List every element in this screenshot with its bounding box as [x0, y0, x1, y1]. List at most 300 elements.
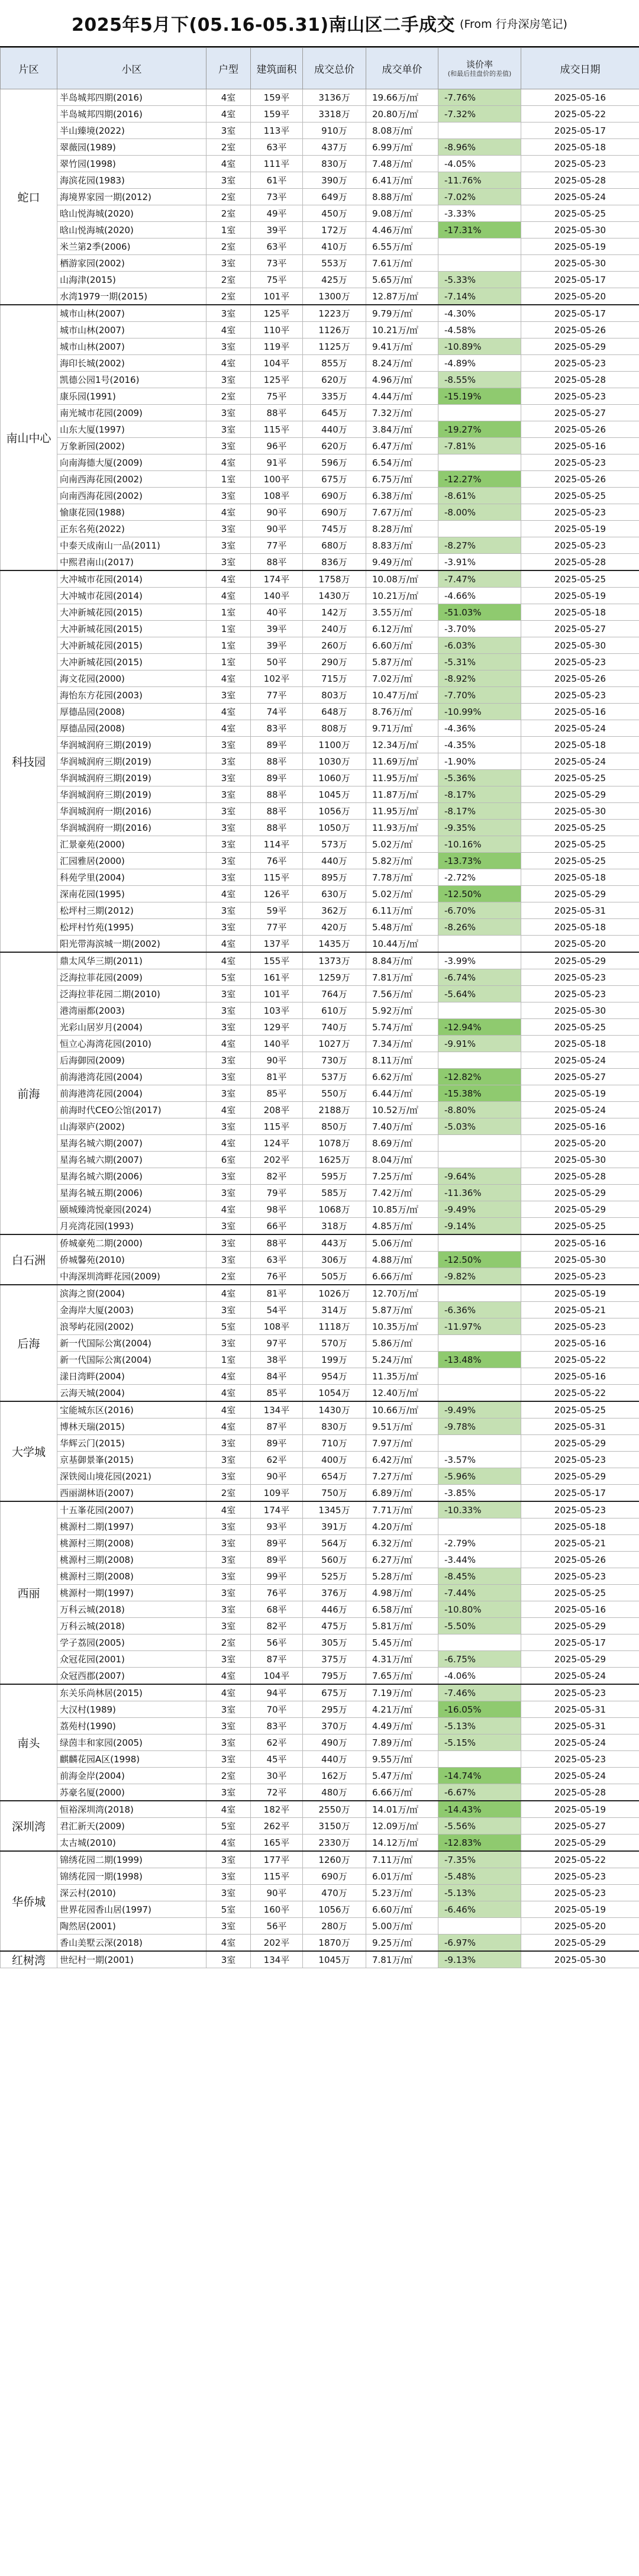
disc-cell: -7.44% — [438, 1585, 521, 1601]
price-cell: 280万 — [303, 1918, 366, 1935]
area-cell: 75平 — [251, 272, 303, 288]
community-cell: 华润城润府一期(2016) — [57, 820, 206, 836]
type-cell: 3室 — [206, 1784, 251, 1801]
unit-cell: 6.01万/㎡ — [366, 1868, 438, 1885]
table-row — [1, 338, 639, 355]
community-cell: 汇景豪苑(2000) — [57, 836, 206, 853]
community-cell: 大汉村(1989) — [57, 1701, 206, 1718]
type-cell: 4室 — [206, 670, 251, 687]
date-cell: 2025-05-26 — [521, 421, 639, 438]
date-cell: 2025-05-20 — [521, 936, 639, 953]
table-row — [1, 1201, 639, 1218]
type-cell: 3室 — [206, 488, 251, 504]
community-cell: 桃源村二期(1997) — [57, 1518, 206, 1535]
type-cell: 3室 — [206, 1252, 251, 1268]
unit-cell: 4.46万/㎡ — [366, 222, 438, 238]
price-cell: 1045万 — [303, 1951, 366, 1968]
table-row — [1, 388, 639, 405]
date-cell: 2025-05-26 — [521, 471, 639, 488]
type-cell: 3室 — [206, 1085, 251, 1102]
disc-cell — [438, 1435, 521, 1452]
type-cell: 3室 — [206, 1118, 251, 1135]
unit-cell: 6.58万/㎡ — [366, 1601, 438, 1618]
type-cell: 3室 — [206, 537, 251, 554]
type-cell: 2室 — [206, 1634, 251, 1651]
date-cell: 2025-05-29 — [521, 1435, 639, 1452]
area-cell: 72平 — [251, 1784, 303, 1801]
disc-cell: -6.67% — [438, 1784, 521, 1801]
area-cell: 88平 — [251, 820, 303, 836]
table-row — [1, 1784, 639, 1801]
type-cell: 3室 — [206, 1718, 251, 1734]
disc-cell: -51.03% — [438, 604, 521, 621]
disc-cell: -7.70% — [438, 687, 521, 704]
type-cell: 1室 — [206, 637, 251, 654]
table-row — [1, 1668, 639, 1685]
price-cell: 1100万 — [303, 737, 366, 753]
area-cell: 165平 — [251, 1835, 303, 1852]
price-cell: 855万 — [303, 355, 366, 372]
table-row — [1, 471, 639, 488]
price-cell: 573万 — [303, 836, 366, 853]
date-cell: 2025-05-22 — [521, 106, 639, 122]
type-cell: 2室 — [206, 189, 251, 205]
date-cell: 2025-05-18 — [521, 737, 639, 753]
type-cell: 4室 — [206, 936, 251, 953]
price-cell: 306万 — [303, 1252, 366, 1268]
disc-cell: -9.78% — [438, 1418, 521, 1435]
disc-cell: -13.48% — [438, 1352, 521, 1368]
date-cell: 2025-05-31 — [521, 1418, 639, 1435]
disc-cell — [438, 1135, 521, 1152]
date-cell: 2025-05-29 — [521, 952, 639, 969]
price-cell: 450万 — [303, 205, 366, 222]
table-row — [1, 1452, 639, 1468]
type-cell: 3室 — [206, 1335, 251, 1352]
type-cell: 3室 — [206, 786, 251, 803]
community-cell: 侨城馨苑(2010) — [57, 1252, 206, 1268]
disc-cell: -12.94% — [438, 1019, 521, 1036]
disc-cell: -3.44% — [438, 1552, 521, 1568]
disc-cell: -7.02% — [438, 189, 521, 205]
community-cell: 科苑学里(2004) — [57, 869, 206, 886]
disc-cell — [438, 1052, 521, 1069]
district-cell: 科技园 — [1, 570, 57, 952]
community-cell: 浪琴屿花园(2002) — [57, 1318, 206, 1335]
price-cell: 570万 — [303, 1335, 366, 1352]
area-cell: 45平 — [251, 1751, 303, 1768]
area-cell: 140平 — [251, 588, 303, 604]
disc-cell: -3.33% — [438, 205, 521, 222]
table-row — [1, 238, 639, 255]
area-cell: 61平 — [251, 172, 303, 189]
price-cell: 1050万 — [303, 820, 366, 836]
price-cell: 620万 — [303, 372, 366, 388]
date-cell: 2025-05-19 — [521, 1285, 639, 1302]
type-cell: 4室 — [206, 1668, 251, 1685]
disc-cell: -8.17% — [438, 786, 521, 803]
type-cell: 3室 — [206, 1618, 251, 1634]
disc-cell: -4.06% — [438, 1668, 521, 1685]
area-cell: 104平 — [251, 355, 303, 372]
table-row — [1, 1535, 639, 1552]
price-cell: 1259万 — [303, 969, 366, 986]
disc-cell: -7.35% — [438, 1851, 521, 1868]
unit-cell: 10.21万/㎡ — [366, 322, 438, 338]
area-cell: 155平 — [251, 952, 303, 969]
price-cell: 142万 — [303, 604, 366, 621]
table-row — [1, 986, 639, 1002]
area-cell: 126平 — [251, 886, 303, 902]
community-cell: 桃源村三期(2008) — [57, 1535, 206, 1552]
disc-cell: -6.70% — [438, 902, 521, 919]
community-cell: 山海津(2015) — [57, 272, 206, 288]
community-cell: 前海港湾花园(2004) — [57, 1069, 206, 1085]
table-row — [1, 1352, 639, 1368]
price-cell: 318万 — [303, 1218, 366, 1235]
type-cell: 3室 — [206, 1535, 251, 1552]
price-cell: 480万 — [303, 1784, 366, 1801]
unit-cell: 5.87万/㎡ — [366, 654, 438, 670]
table-header — [1, 48, 639, 89]
table-row — [1, 720, 639, 737]
unit-cell: 6.54万/㎡ — [366, 454, 438, 471]
date-cell: 2025-05-23 — [521, 1452, 639, 1468]
community-cell: 荔苑村(1990) — [57, 1718, 206, 1734]
type-cell: 3室 — [206, 1518, 251, 1535]
table-row — [1, 737, 639, 753]
disc-cell: -5.13% — [438, 1885, 521, 1901]
table-row — [1, 969, 639, 986]
unit-cell: 5.65万/㎡ — [366, 272, 438, 288]
date-cell: 2025-05-18 — [521, 139, 639, 156]
unit-cell: 9.79万/㎡ — [366, 305, 438, 322]
price-cell: 1223万 — [303, 305, 366, 322]
date-cell: 2025-05-26 — [521, 670, 639, 687]
disc-cell: -9.82% — [438, 1268, 521, 1285]
community-cell: 凯德公园1号(2016) — [57, 372, 206, 388]
area-cell: 82平 — [251, 1168, 303, 1185]
unit-cell: 11.35万/㎡ — [366, 1368, 438, 1385]
table-row — [1, 1052, 639, 1069]
unit-cell: 6.55万/㎡ — [366, 238, 438, 255]
community-cell: 星海名城六期(2007) — [57, 1152, 206, 1168]
community-cell: 半岛城邦四期(2016) — [57, 106, 206, 122]
price-cell: 1430万 — [303, 588, 366, 604]
table-row — [1, 1468, 639, 1485]
disc-cell — [438, 1751, 521, 1768]
area-cell: 94平 — [251, 1684, 303, 1701]
type-cell: 3室 — [206, 853, 251, 869]
community-cell: 众冠花园(2001) — [57, 1651, 206, 1668]
area-cell: 159平 — [251, 89, 303, 106]
date-cell: 2025-05-25 — [521, 1585, 639, 1601]
area-cell: 113平 — [251, 122, 303, 139]
price-cell: 1870万 — [303, 1935, 366, 1952]
unit-cell: 9.25万/㎡ — [366, 1935, 438, 1952]
community-cell: 星海名城六期(2006) — [57, 1168, 206, 1185]
community-cell: 阳光带海滨城一期(2002) — [57, 936, 206, 953]
price-cell: 1054万 — [303, 1385, 366, 1402]
area-cell: 63平 — [251, 1252, 303, 1268]
unit-cell: 4.44万/㎡ — [366, 388, 438, 405]
type-cell: 3室 — [206, 687, 251, 704]
community-cell: 泛海拉菲花园二期(2010) — [57, 986, 206, 1002]
community-cell: 漾日湾畔(2004) — [57, 1368, 206, 1385]
type-cell: 4室 — [206, 1418, 251, 1435]
community-cell: 华辉云门(2015) — [57, 1435, 206, 1452]
disc-cell: -9.91% — [438, 1036, 521, 1052]
price-cell: 745万 — [303, 521, 366, 537]
unit-cell: 12.40万/㎡ — [366, 1385, 438, 1402]
unit-cell: 3.55万/㎡ — [366, 604, 438, 621]
table-row — [1, 1801, 639, 1818]
community-cell: 水湾1979一期(2015) — [57, 288, 206, 305]
unit-cell: 7.32万/㎡ — [366, 405, 438, 421]
price-cell: 335万 — [303, 388, 366, 405]
type-cell: 2室 — [206, 288, 251, 305]
community-cell: 米兰第2季(2006) — [57, 238, 206, 255]
date-cell: 2025-05-31 — [521, 1718, 639, 1734]
date-cell: 2025-05-25 — [521, 1218, 639, 1235]
area-cell: 77平 — [251, 687, 303, 704]
table-row — [1, 355, 639, 372]
date-cell: 2025-05-28 — [521, 1784, 639, 1801]
type-cell: 3室 — [206, 438, 251, 454]
area-cell: 202平 — [251, 1935, 303, 1952]
table-row — [1, 288, 639, 305]
area-cell: 93平 — [251, 1518, 303, 1535]
table-row — [1, 687, 639, 704]
disc-cell: -13.73% — [438, 853, 521, 869]
area-cell: 73平 — [251, 189, 303, 205]
unit-cell: 10.47万/㎡ — [366, 687, 438, 704]
area-cell: 73平 — [251, 255, 303, 272]
unit-cell: 5.82万/㎡ — [366, 853, 438, 869]
type-cell: 3室 — [206, 902, 251, 919]
unit-cell: 6.12万/㎡ — [366, 621, 438, 637]
date-cell: 2025-05-23 — [521, 355, 639, 372]
community-cell: 万科云城(2018) — [57, 1601, 206, 1618]
community-cell: 向南西海花园(2002) — [57, 488, 206, 504]
price-cell: 553万 — [303, 255, 366, 272]
community-cell: 海印长城(2002) — [57, 355, 206, 372]
area-cell: 124平 — [251, 1135, 303, 1152]
date-cell: 2025-05-19 — [521, 521, 639, 537]
header-unit-price: 成交单价 — [366, 48, 438, 89]
table-row — [1, 1318, 639, 1335]
date-cell: 2025-05-24 — [521, 720, 639, 737]
date-cell: 2025-05-30 — [521, 255, 639, 272]
disc-cell: -14.43% — [438, 1801, 521, 1818]
disc-cell: -5.15% — [438, 1734, 521, 1751]
type-cell: 2室 — [206, 205, 251, 222]
area-cell: 101平 — [251, 288, 303, 305]
unit-cell: 7.67万/㎡ — [366, 504, 438, 521]
price-cell: 1027万 — [303, 1036, 366, 1052]
unit-cell: 9.55万/㎡ — [366, 1751, 438, 1768]
type-cell: 3室 — [206, 1185, 251, 1201]
unit-cell: 6.27万/㎡ — [366, 1552, 438, 1568]
table-row — [1, 753, 639, 770]
community-cell: 大冲新城花园(2015) — [57, 604, 206, 621]
header-district: 片区 — [1, 48, 57, 89]
date-cell: 2025-05-25 — [521, 205, 639, 222]
table-row — [1, 1102, 639, 1118]
community-cell: 华润城润府三期(2019) — [57, 770, 206, 786]
unit-cell: 4.88万/㎡ — [366, 1252, 438, 1268]
date-cell: 2025-05-24 — [521, 1052, 639, 1069]
unit-cell: 4.31万/㎡ — [366, 1651, 438, 1668]
date-cell: 2025-05-23 — [521, 1568, 639, 1585]
unit-cell: 12.70万/㎡ — [366, 1285, 438, 1302]
price-cell: 764万 — [303, 986, 366, 1002]
community-cell: 苏豪名厦(2000) — [57, 1784, 206, 1801]
community-cell: 城市山林(2007) — [57, 305, 206, 322]
disc-cell: -5.36% — [438, 770, 521, 786]
disc-cell: -10.33% — [438, 1501, 521, 1518]
disc-cell: -6.97% — [438, 1935, 521, 1952]
unit-cell: 11.87万/㎡ — [366, 786, 438, 803]
unit-cell: 6.38万/㎡ — [366, 488, 438, 504]
community-cell: 京基御景峯(2015) — [57, 1452, 206, 1468]
district-cell: 深圳湾 — [1, 1801, 57, 1851]
area-cell: 137平 — [251, 936, 303, 953]
price-cell: 425万 — [303, 272, 366, 288]
area-cell: 114平 — [251, 836, 303, 853]
table-row — [1, 1935, 639, 1952]
table-row — [1, 537, 639, 554]
disc-cell — [438, 1368, 521, 1385]
table-row — [1, 770, 639, 786]
table-row — [1, 1302, 639, 1318]
date-cell: 2025-05-27 — [521, 1818, 639, 1835]
type-cell: 4室 — [206, 1368, 251, 1385]
date-cell: 2025-05-28 — [521, 554, 639, 571]
disc-cell: -1.90% — [438, 753, 521, 770]
date-cell: 2025-05-20 — [521, 1135, 639, 1152]
area-cell: 125平 — [251, 305, 303, 322]
community-cell: 君汇新天(2009) — [57, 1818, 206, 1835]
unit-cell: 6.75万/㎡ — [366, 471, 438, 488]
type-cell: 3室 — [206, 869, 251, 886]
table-row — [1, 902, 639, 919]
area-cell: 39平 — [251, 621, 303, 637]
date-cell: 2025-05-29 — [521, 886, 639, 902]
price-cell: 410万 — [303, 238, 366, 255]
table-row — [1, 1234, 639, 1252]
community-cell: 前海时代CEO公馆(2017) — [57, 1102, 206, 1118]
type-cell: 3室 — [206, 1435, 251, 1452]
price-cell: 649万 — [303, 189, 366, 205]
unit-cell: 11.69万/㎡ — [366, 753, 438, 770]
disc-cell: -5.48% — [438, 1868, 521, 1885]
table-row — [1, 1218, 639, 1235]
date-cell: 2025-05-23 — [521, 388, 639, 405]
area-cell: 83平 — [251, 1718, 303, 1734]
disc-cell: -7.47% — [438, 570, 521, 588]
district-cell: 大学城 — [1, 1401, 57, 1501]
area-cell: 81平 — [251, 1285, 303, 1302]
table-row — [1, 604, 639, 621]
type-cell: 1室 — [206, 222, 251, 238]
price-cell: 537万 — [303, 1069, 366, 1085]
type-cell: 2室 — [206, 238, 251, 255]
community-cell: 深南花园(1995) — [57, 886, 206, 902]
district-cell: 后海 — [1, 1285, 57, 1401]
table-row — [1, 1185, 639, 1201]
community-cell: 世纪村一期(2001) — [57, 1951, 206, 1968]
community-cell: 西丽湖林语(2007) — [57, 1485, 206, 1502]
area-cell: 56平 — [251, 1634, 303, 1651]
table-row — [1, 853, 639, 869]
unit-cell: 6.60万/㎡ — [366, 1901, 438, 1918]
date-cell: 2025-05-30 — [521, 803, 639, 820]
date-cell: 2025-05-25 — [521, 1401, 639, 1418]
area-cell: 74平 — [251, 704, 303, 720]
price-cell: 910万 — [303, 122, 366, 139]
unit-cell: 7.89万/㎡ — [366, 1734, 438, 1751]
area-cell: 102平 — [251, 670, 303, 687]
unit-cell: 14.12万/㎡ — [366, 1835, 438, 1852]
type-cell: 4室 — [206, 1036, 251, 1052]
type-cell: 4室 — [206, 1401, 251, 1418]
area-cell: 63平 — [251, 139, 303, 156]
disc-cell: -3.85% — [438, 1485, 521, 1502]
area-cell: 174平 — [251, 570, 303, 588]
price-cell: 362万 — [303, 902, 366, 919]
unit-cell: 7.11万/㎡ — [366, 1851, 438, 1868]
type-cell: 4室 — [206, 89, 251, 106]
table-row — [1, 1868, 639, 1885]
area-cell: 77平 — [251, 919, 303, 936]
area-cell: 108平 — [251, 1318, 303, 1335]
community-cell: 华润城润府三期(2019) — [57, 737, 206, 753]
table-row — [1, 1335, 639, 1352]
table-row — [1, 1634, 639, 1651]
report-source: (From 行舟深房笔记) — [460, 17, 567, 31]
type-cell: 4室 — [206, 952, 251, 969]
type-cell: 3室 — [206, 1651, 251, 1668]
community-cell: 大冲新城花园(2015) — [57, 621, 206, 637]
disc-cell: -3.99% — [438, 952, 521, 969]
header-area: 建筑面积 — [251, 48, 303, 89]
type-cell: 3室 — [206, 1452, 251, 1468]
date-cell: 2025-05-21 — [521, 1302, 639, 1318]
type-cell: 3室 — [206, 803, 251, 820]
table-row — [1, 504, 639, 521]
table-row — [1, 570, 639, 588]
table-row — [1, 421, 639, 438]
type-cell: 3室 — [206, 554, 251, 571]
area-cell: 83平 — [251, 720, 303, 737]
community-cell: 香山美墅云深(2018) — [57, 1935, 206, 1952]
area-cell: 89平 — [251, 737, 303, 753]
type-cell: 4室 — [206, 322, 251, 338]
date-cell: 2025-05-16 — [521, 1234, 639, 1252]
district-cell: 南头 — [1, 1684, 57, 1801]
area-cell: 49平 — [251, 205, 303, 222]
price-cell: 610万 — [303, 1002, 366, 1019]
price-cell: 710万 — [303, 1435, 366, 1452]
price-cell: 690万 — [303, 504, 366, 521]
price-cell: 830万 — [303, 1418, 366, 1435]
price-cell: 443万 — [303, 1234, 366, 1252]
community-cell: 半山臻境(2022) — [57, 122, 206, 139]
price-cell: 1430万 — [303, 1401, 366, 1418]
unit-cell: 6.66万/㎡ — [366, 1268, 438, 1285]
type-cell: 3室 — [206, 1552, 251, 1568]
